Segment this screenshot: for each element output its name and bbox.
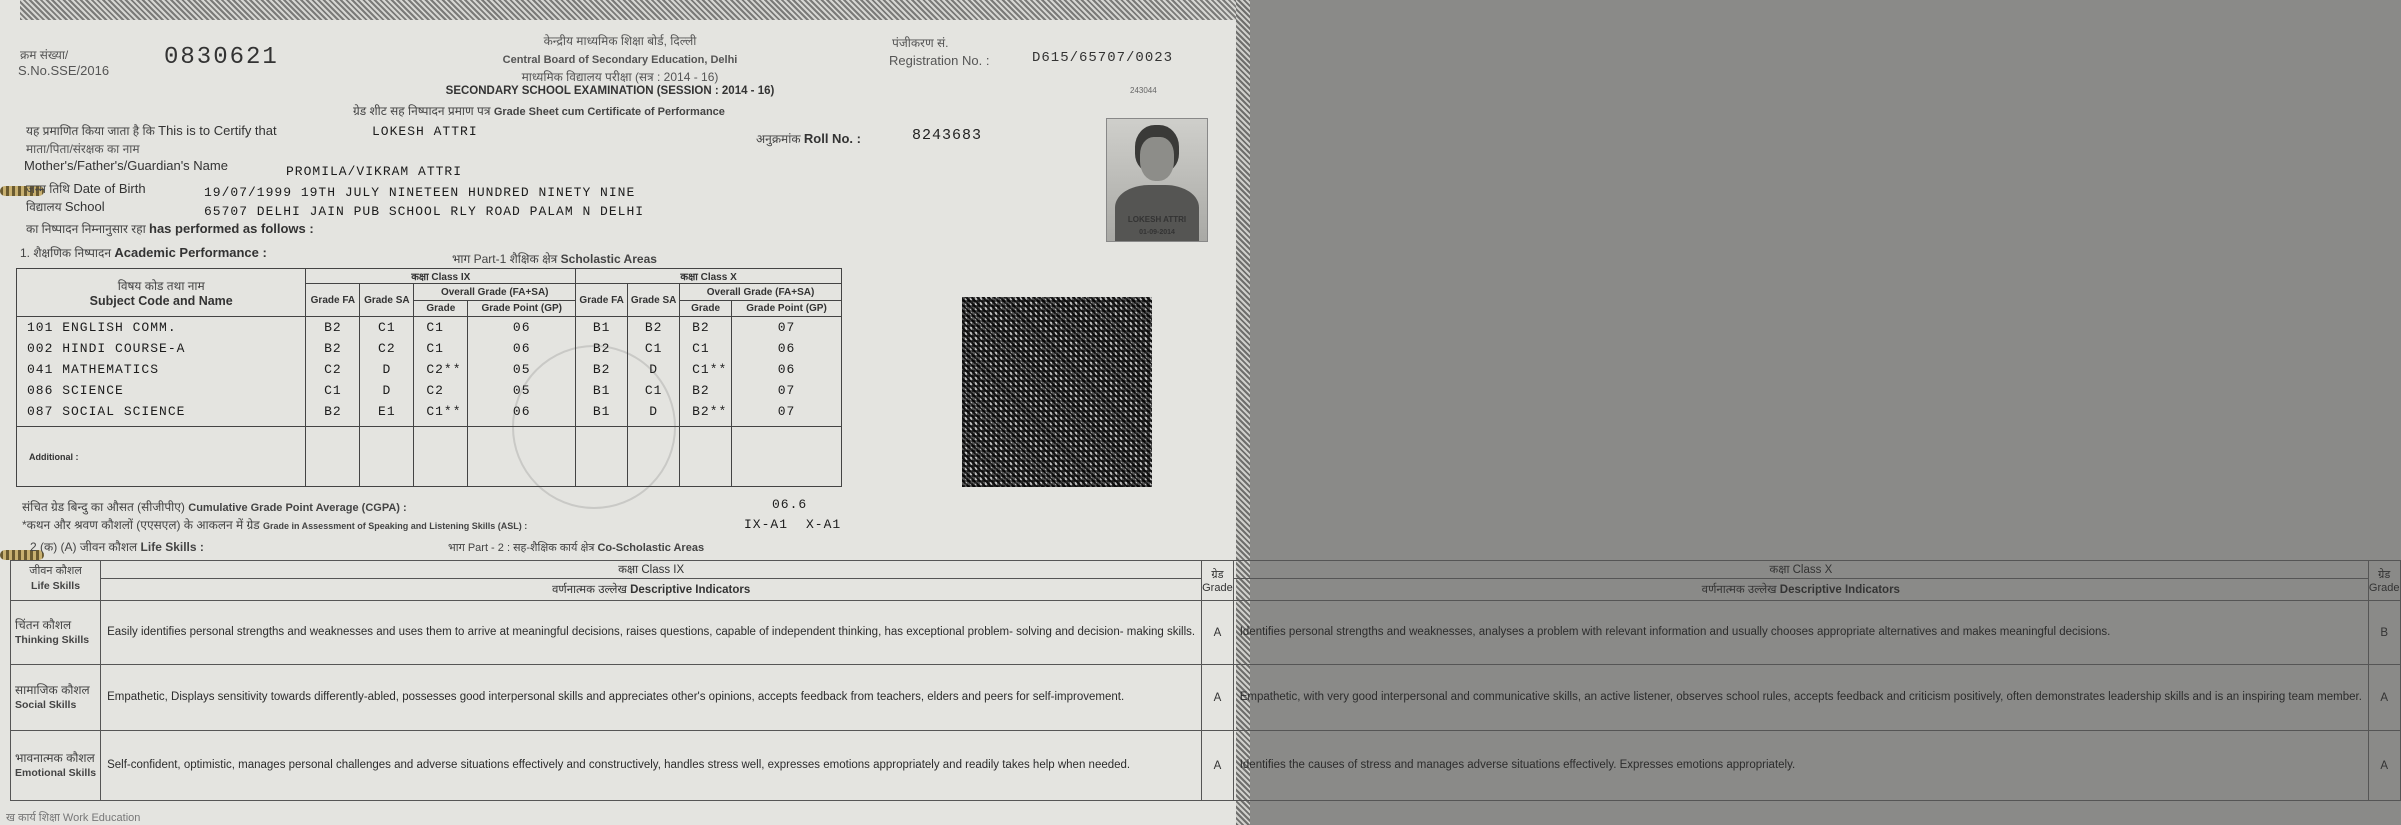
life-desc9: Empathetic, Displays sensitivity towards differently-abled, possesses good interpersonal skills and appreciates other's opinions, accepts feedback from teachers, elders and peers for self-improvement.	[101, 665, 1202, 731]
subject-name: 086 SCIENCE	[27, 383, 124, 398]
gp-cell: 06	[512, 320, 531, 335]
grade-cell: C2	[378, 341, 396, 356]
grade-cell: B1	[592, 320, 611, 335]
fa9-column	[306, 317, 360, 427]
registration-label-en: Registration No. :	[889, 53, 990, 68]
life-grade10: A	[2368, 731, 2400, 801]
student-name: LOKESH ATTRI	[372, 124, 478, 139]
g10-column	[680, 317, 732, 427]
fa10-column	[576, 317, 628, 427]
gp10-column	[732, 317, 842, 427]
life-grade9: A	[1202, 731, 1234, 801]
life-class10-header: कक्षा Class X	[1233, 561, 2368, 579]
grade-cell: C1**	[692, 362, 728, 377]
gp-cell: 07	[777, 320, 796, 335]
subject-column	[17, 317, 306, 427]
grade-cell: B1	[592, 404, 611, 419]
overall-9-header: Overall Grade (FA+SA)	[414, 284, 576, 301]
gp-cell: 06	[777, 362, 796, 377]
grade-cell: C1	[426, 320, 444, 335]
life-skill-name: भावनात्मक कौशल Emotional Skills	[11, 731, 101, 801]
grade-cell: D	[649, 404, 659, 419]
grade-cell: B1	[592, 383, 611, 398]
registration-number: D615/65707/0023	[1032, 50, 1174, 66]
cgpa-value: 06.6	[772, 497, 808, 512]
life-skill-col-header: जीवन कौशल Life Skills	[11, 561, 101, 601]
board-name-hi: केन्द्रीय माध्यमिक शिक्षा बोर्ड, दिल्ली	[543, 34, 697, 48]
dob-value: 19/07/1999 19TH JULY NINETEEN HUNDRED NINETY NINE	[204, 185, 636, 200]
subject-name: 087 SOCIAL SCIENCE	[27, 404, 186, 419]
grade-cell: C1	[644, 383, 663, 398]
dob-label: जन्म तिथि Date of Birth	[26, 181, 146, 196]
life-desc9-header: वर्णनात्मक उल्लेख Descriptive Indicators	[101, 579, 1202, 601]
grade-cell: C1	[644, 341, 663, 356]
grade-9-header: Grade	[414, 301, 468, 317]
certificate-title: ग्रेड शीट सह निष्पादन प्रमाण पत्र Grade Sheet cum Certificate of Performance	[353, 104, 725, 118]
grade-cell: C2	[324, 362, 342, 377]
scholastic-part-label: भाग Part-1 शैक्षिक क्षेत्र Scholastic Areas	[452, 252, 657, 266]
life-grade10: B	[2368, 601, 2400, 665]
grade-10-header: Grade	[680, 301, 732, 317]
life-desc9: Self-confident, optimistic, manages personal challenges and adverse situations effectively and constructively, handles stress well, expresses emotions appropriately and readily takes help when needed.	[101, 731, 1202, 801]
life-skills-table	[10, 560, 2401, 801]
parent-label-hi: माता/पिता/संरक्षक का नाम	[26, 142, 140, 156]
coscholastic-part-label: भाग Part - 2 : सह-शैक्षिक कार्य क्षेत्र Co-Scholastic Areas	[448, 542, 705, 554]
grade-cell: B2	[324, 320, 342, 335]
subject-name: 041 MATHEMATICS	[27, 362, 160, 377]
roll-label: अनुक्रमांक Roll No. :	[756, 131, 861, 146]
parent-label-en: Mother's/Father's/Guardian's Name	[24, 158, 228, 173]
subject-name: 101 ENGLISH COMM.	[27, 320, 177, 335]
life-class9-header: कक्षा Class IX	[101, 561, 1202, 579]
g9-column	[414, 317, 468, 427]
work-education-label: ख कार्य शिक्षा Work Education	[6, 812, 141, 824]
grade-fa-9-header: Grade FA	[306, 284, 360, 317]
grade-cell: B2	[644, 320, 663, 335]
asl-label: *कथन और श्रवण कौशलों (एएसएल) के आकलन में ग्रेड Grade in Assessment of Speaking and Listening Skills (ASL) :	[22, 518, 528, 532]
grade-cell: D	[382, 362, 392, 377]
gp-cell: 05	[512, 362, 531, 377]
school-label: विद्यालय School	[26, 199, 105, 214]
grade-sa-10-header: Grade SA	[628, 284, 680, 317]
grade-cell: E1	[378, 404, 396, 419]
grade-cell: B2	[692, 320, 710, 335]
gp-cell: 06	[777, 341, 796, 356]
academic-table	[16, 268, 842, 487]
grade-cell: C1**	[426, 404, 462, 419]
overall-10-header: Overall Grade (FA+SA)	[680, 284, 842, 301]
life-desc10: Identifies personal strengths and weaknesses, analyses a problem with relevant information and usually chooses appropriate alternatives and makes meaningful decisions.	[1233, 601, 2368, 665]
gp-cell: 05	[512, 383, 531, 398]
sa10-column	[628, 317, 680, 427]
grade-cell: C1	[324, 383, 342, 398]
life-grade9: A	[1202, 601, 1234, 665]
life-grade9-header: ग्रेड Grade	[1202, 561, 1234, 601]
certify-row: यह प्रमाणित किया जाता है कि This is to Certify that	[26, 123, 277, 138]
decorative-border-top	[20, 0, 1240, 20]
grade-cell: B2	[324, 404, 342, 419]
sa9-column	[360, 317, 414, 427]
gp-9-header: Grade Point (GP)	[468, 301, 576, 317]
grade-cell: C1	[426, 341, 444, 356]
grade-cell: B2	[692, 383, 710, 398]
photo-name: LOKESH ATTRI	[1127, 215, 1187, 224]
life-desc10: Identifies the causes of stress and manages adverse situations effectively. Expresses emotions appropriately.	[1233, 731, 2368, 801]
class10-header: कक्षा Class X	[576, 269, 842, 284]
grade-cell: B2	[592, 341, 611, 356]
registration-label-hi: पंजीकरण सं.	[892, 36, 949, 50]
qr-code-icon	[962, 297, 1152, 487]
life-grade10-header: ग्रेड Grade	[2368, 561, 2400, 601]
grade-sa-9-header: Grade SA	[360, 284, 414, 317]
student-photo	[1106, 118, 1208, 242]
additional-label: Additional :	[17, 427, 306, 487]
subject-name: 002 HINDI COURSE-A	[27, 341, 186, 356]
grade-cell: C1	[692, 341, 710, 356]
grade-cell: C2**	[426, 362, 462, 377]
grade-cell: C1	[378, 320, 396, 335]
table-row	[11, 601, 2401, 665]
serial-label-hi: क्रम संख्या/	[20, 48, 69, 62]
grade-cell: C2	[426, 383, 444, 398]
asl-x-grade: X-A1	[806, 517, 842, 532]
life-desc10-header: वर्णनात्मक उल्लेख Descriptive Indicators	[1233, 579, 2368, 601]
grade-cell: B2	[592, 362, 611, 377]
subject-header: विषय कोड तथा नाम Subject Code and Name	[17, 269, 306, 317]
gp-cell: 07	[777, 404, 796, 419]
roll-number: 8243683	[912, 127, 983, 144]
registration-small-number: 243044	[1130, 86, 1157, 95]
life-skills-label: 2 (क) (A) जीवन कौशल Life Skills :	[30, 540, 204, 554]
photo-date: 01-09-2014	[1139, 229, 1175, 236]
gp9-column	[468, 317, 576, 427]
table-row	[11, 731, 2401, 801]
performed-row: का निष्पादन निम्नानुसार रहा has performed as follows :	[26, 221, 314, 236]
serial-number: 0830621	[164, 44, 279, 71]
asl-ix-grade: IX-A1	[744, 517, 789, 532]
life-desc10: Empathetic, with very good interpersonal and communicative skills, an active listener, observes school rules, accepts feedback and criticism positively, often demonstrates leadership skills and is an inspiring team member.	[1233, 665, 2368, 731]
school-value: 65707 DELHI JAIN PUB SCHOOL RLY ROAD PALAM N DELHI	[204, 204, 645, 219]
life-skill-name: सामाजिक कौशल Social Skills	[11, 665, 101, 731]
exam-name-hi: माध्यमिक विद्यालय परीक्षा (सत्र : 2014 - 16)	[521, 70, 719, 84]
table-row	[11, 665, 2401, 731]
life-skill-name: चिंतन कौशल Thinking Skills	[11, 601, 101, 665]
serial-label-en: S.No.SSE/2016	[18, 63, 110, 78]
life-grade10: A	[2368, 665, 2400, 731]
life-desc9: Easily identifies personal strengths and weaknesses and uses them to arrive at meaningful decisions, raises questions, capable of independent thinking, has exceptional problem- solving and decision- making skills.	[101, 601, 1202, 665]
grade-cell: B2	[324, 341, 342, 356]
grade-cell: B2**	[692, 404, 728, 419]
grade-fa-10-header: Grade FA	[576, 284, 628, 317]
parent-name: PROMILA/VIKRAM ATTRI	[286, 164, 463, 179]
grade-cell: D	[382, 383, 392, 398]
gp-cell: 06	[512, 404, 531, 419]
academic-label: 1. शैक्षणिक निष्पादन Academic Performance :	[20, 245, 267, 260]
gp-cell: 07	[777, 383, 796, 398]
gp-cell: 06	[512, 341, 531, 356]
life-grade9: A	[1202, 665, 1234, 731]
exam-name-en: SECONDARY SCHOOL EXAMINATION (SESSION : 2014 - 16)	[445, 85, 775, 97]
class9-header: कक्षा Class IX	[306, 269, 576, 284]
board-name-en: Central Board of Secondary Education, Delhi	[502, 54, 738, 66]
cgpa-label: संचित ग्रेड बिन्दु का औसत (सीजीपीए) Cumulative Grade Point Average (CGPA) :	[22, 500, 407, 514]
gp-10-header: Grade Point (GP)	[732, 301, 842, 317]
grade-cell: D	[649, 362, 659, 377]
